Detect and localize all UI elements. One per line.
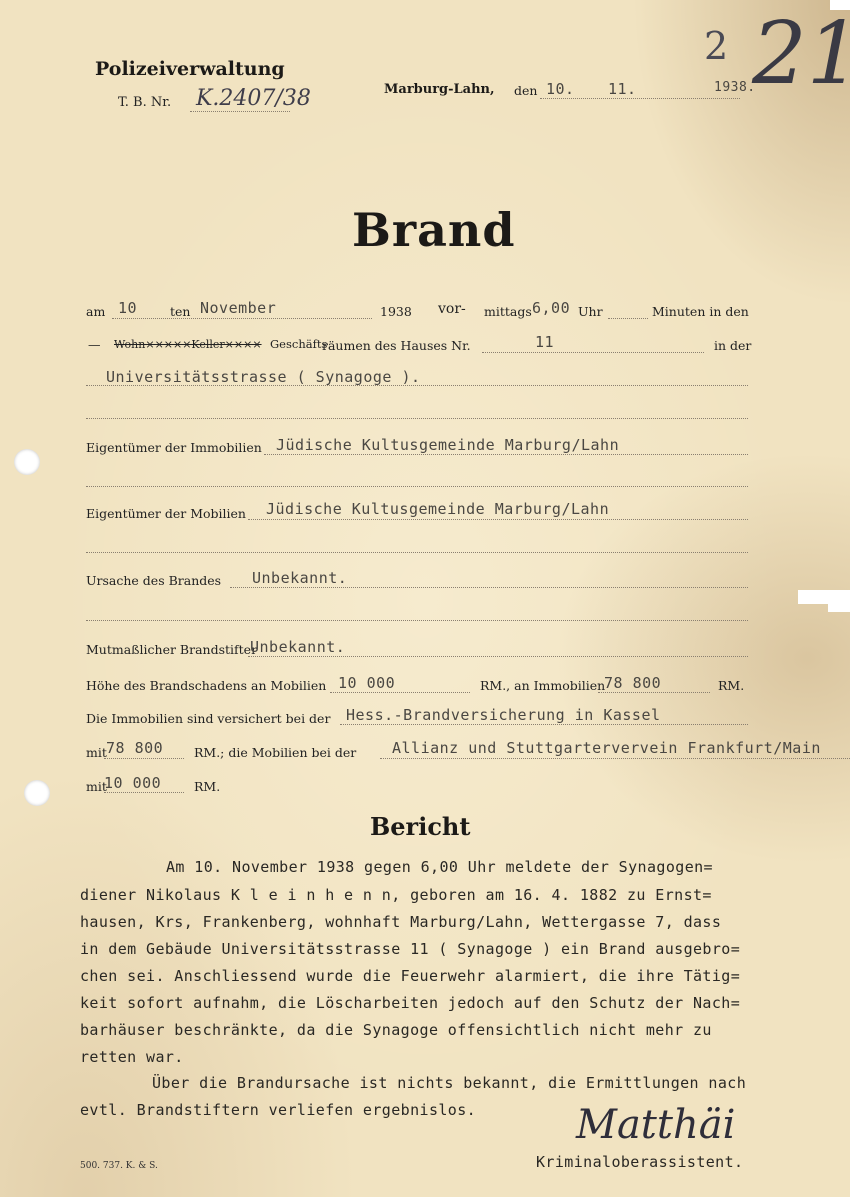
damage-mobilien: 10 000 <box>338 674 396 692</box>
damage-mobilien-underline <box>330 692 470 693</box>
report-line: hausen, Krs, Frankenberg, wohnhaft Marburg/Lahn, Wettergasse 7, dass <box>80 913 722 931</box>
signature: Matthäi <box>576 1102 736 1148</box>
place: Marburg-Lahn, <box>384 82 495 97</box>
report-line: Am 10. November 1938 gegen 6,00 Uhr meldete der Synagogen= <box>166 858 713 876</box>
owner-immobilien-label: Eigentümer der Immobilien <box>86 440 262 455</box>
report-line: Über die Brandursache ist nichts bekannt, die Ermittlungen nach <box>152 1074 747 1092</box>
date-underline <box>540 98 740 99</box>
blank-line <box>86 486 748 487</box>
ref-prefix: T. B. Nr. <box>118 95 172 110</box>
authority-heading: Polizeiverwaltung <box>95 58 285 80</box>
corner-mark-large: 21 <box>752 4 861 104</box>
vor-label: vor- <box>438 301 466 317</box>
ref-number: K.2407/38 <box>196 86 311 111</box>
mit2-label: mit <box>86 779 107 794</box>
signature-rank: Kriminaloberassistent. <box>536 1153 744 1171</box>
owner-mobilien-underline <box>248 519 748 520</box>
house-number: 11 <box>535 333 555 351</box>
fire-month: November <box>200 299 277 317</box>
mittags-label: mittags <box>484 304 532 319</box>
report-line: in dem Gebäude Universitätsstrasse 11 ( Synagoge ) ein Brand ausgebro= <box>80 940 741 958</box>
report-heading: Bericht <box>370 812 471 841</box>
blank-line <box>86 620 748 621</box>
rooms-kept: Geschäfts <box>270 337 328 351</box>
page-title: Brand <box>352 203 516 257</box>
torn-edge <box>798 590 850 604</box>
cause-label: Ursache des Brandes <box>86 573 222 588</box>
date-month: 11. <box>608 80 637 98</box>
insurer-mobilien: Allianz und Stuttgartervervein Frankfurt/Main <box>392 739 821 757</box>
date-day: 10. <box>546 80 575 98</box>
den-label: den <box>514 83 538 98</box>
insured-amount-mobilien-underline <box>104 792 184 793</box>
torn-edge <box>828 604 850 612</box>
arsonist-underline <box>248 656 748 657</box>
rooms-dash: — <box>88 337 101 352</box>
blank-line <box>86 418 748 419</box>
report-line: keit sofort aufnahm, die Löscharbeiten jedoch auf den Schutz der Nach= <box>80 994 741 1012</box>
report-line: retten war. <box>80 1048 184 1066</box>
house-underline <box>482 352 704 353</box>
fire-year-prefix: 1938 <box>380 304 412 319</box>
insurer-immobilien-underline <box>340 724 748 725</box>
print-code: 500. 737. K. & S. <box>80 1161 158 1171</box>
punch-hole <box>24 780 50 806</box>
am-label: am <box>86 304 106 319</box>
month-underline <box>112 318 372 319</box>
fire-hour: 6,00 <box>532 299 571 317</box>
in-der-label: in der <box>714 338 752 353</box>
date-year: 1938. <box>714 80 756 95</box>
owner-mobilien: Jüdische Kultusgemeinde Marburg/Lahn <box>266 500 610 518</box>
cause-underline <box>230 587 748 588</box>
report-line: evtl. Brandstiftern verliefen ergebnislos. <box>80 1101 477 1119</box>
insured-amount-mobilien: 10 000 <box>104 774 162 792</box>
report-line: chen sei. Anschliessend wurde die Feuerwehr alarmiert, die ihre Tätig= <box>80 967 741 985</box>
corner-mark-small: 2 <box>704 24 729 68</box>
minuten-label: Minuten in den <box>652 304 749 319</box>
arsonist: Unbekannt. <box>250 638 346 656</box>
ref-underline <box>190 111 290 112</box>
rooms-struck: Wohn×××××Keller×××× <box>114 338 262 351</box>
owner-immobilien-underline <box>264 454 748 455</box>
insured-amount-underline <box>104 758 184 759</box>
insured-label: Die Immobilien sind versichert bei der <box>86 711 331 726</box>
ten-label: ten <box>170 304 191 319</box>
damage-immobilien: 78 800 <box>604 674 662 692</box>
raeumen-label: räumen des Hauses Nr. <box>322 338 471 353</box>
damage-label: Höhe des Brandschadens an Mobilien <box>86 678 327 693</box>
mit-label: mit <box>86 745 107 760</box>
rm2-label: RM. <box>194 779 221 794</box>
arsonist-label: Mutmaßlicher Brandstifter <box>86 642 258 657</box>
insurer-immobilien: Hess.-Brandversicherung in Kassel <box>346 706 661 724</box>
insurer-mobilien-underline <box>380 758 850 759</box>
street: Universitätsstrasse ( Synagoge ). <box>106 368 421 386</box>
owner-mobilien-label: Eigentümer der Mobilien <box>86 506 246 521</box>
rm-an-label: RM., an Immobilien <box>480 678 606 693</box>
punch-hole <box>14 449 40 475</box>
damage-immobilien-underline <box>598 692 710 693</box>
blank-line <box>86 552 748 553</box>
street-underline <box>86 385 748 386</box>
rm-mobilien-label: RM.; die Mobilien bei der <box>194 745 357 760</box>
cause: Unbekannt. <box>252 569 348 587</box>
rm-label: RM. <box>718 678 745 693</box>
fire-day: 10 <box>118 299 138 317</box>
uhr-label: Uhr <box>578 304 603 319</box>
minutes-underline <box>608 318 648 319</box>
insured-amount-immobilien: 78 800 <box>106 739 164 757</box>
report-line: diener Nikolaus K l e i n h e n n, geboren am 16. 4. 1882 zu Ernst= <box>80 886 712 904</box>
owner-immobilien: Jüdische Kultusgemeinde Marburg/Lahn <box>276 436 620 454</box>
report-line: barhäuser beschränkte, da die Synagoge offensichtlich nicht mehr zu <box>80 1021 712 1039</box>
